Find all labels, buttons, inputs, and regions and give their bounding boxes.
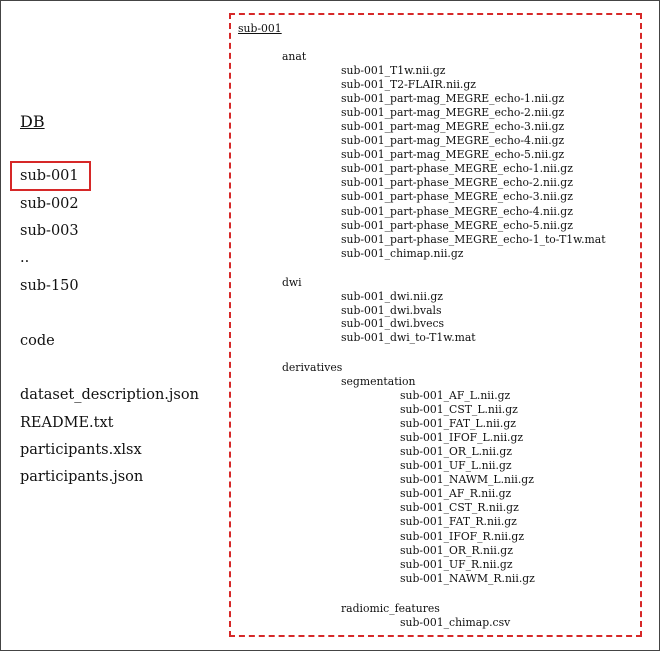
segmentation-file: sub-001_NAWM_L.nii.gz [400, 473, 534, 487]
anat-file: sub-001_part-phase_MEGRE_echo-1.nii.gz [341, 162, 573, 176]
anat-file: sub-001_part-phase_MEGRE_echo-1_to-T1w.mat [341, 232, 606, 246]
segmentation-file: sub-001_UF_R.nii.gz [400, 557, 513, 571]
segmentation-file: sub-001_FAT_R.nii.gz [400, 515, 517, 529]
radiomic-file: sub-001_chimap.csv [400, 616, 511, 629]
file-readme: README.txt [20, 415, 114, 431]
anat-file: sub-001_part-phase_MEGRE_echo-4.nii.gz [341, 204, 573, 218]
anat-file: sub-001_part-phase_MEGRE_echo-3.nii.gz [341, 190, 573, 204]
segmentation-file: sub-001_AF_R.nii.gz [400, 487, 512, 501]
subject-sub-002: sub-002 [20, 196, 79, 212]
folder-dwi: dwi [282, 276, 302, 289]
anat-file: sub-001_part-mag_MEGRE_echo-3.nii.gz [341, 120, 565, 134]
anat-file: sub-001_part-mag_MEGRE_echo-4.nii.gz [341, 134, 565, 148]
folder-derivatives: derivatives [282, 361, 343, 374]
subject-ellipsis: .. [20, 250, 30, 266]
subject-sub-150: sub-150 [20, 278, 79, 294]
anat-file: sub-001_T2-FLAIR.nii.gz [341, 78, 476, 92]
segmentation-file: sub-001_NAWM_R.nii.gz [400, 571, 535, 585]
segmentation-file: sub-001_FAT_L.nii.gz [400, 417, 516, 431]
file-participants-xlsx: participants.xlsx [20, 442, 142, 458]
folder-segmentation: segmentation [341, 375, 416, 388]
segmentation-file: sub-001_OR_L.nii.gz [400, 445, 512, 459]
segmentation-file: sub-001_AF_L.nii.gz [400, 389, 511, 402]
segmentation-file: sub-001_CST_R.nii.gz [400, 501, 519, 515]
anat-file: sub-001_part-mag_MEGRE_echo-5.nii.gz [341, 148, 565, 162]
anat-file: sub-001_part-mag_MEGRE_echo-2.nii.gz [341, 106, 565, 120]
folder-radiomic-features: radiomic_features [341, 602, 440, 615]
dwi-file: sub-001_dwi.bvecs [341, 317, 445, 331]
folder-anat: anat [282, 50, 307, 63]
db-label: DB [20, 112, 45, 131]
subject-sub-001: sub-001 [20, 168, 79, 184]
anat-file: sub-001_T1w.nii.gz [341, 64, 446, 77]
selected-subject-highlight [10, 161, 91, 191]
dwi-file: sub-001_dwi.nii.gz [341, 290, 443, 303]
anat-file: sub-001_part-phase_MEGRE_echo-5.nii.gz [341, 218, 573, 232]
segmentation-file: sub-001_IFOF_L.nii.gz [400, 431, 524, 445]
tree-root-label: sub-001 [238, 22, 282, 35]
code-folder: code [20, 333, 55, 349]
segmentation-file: sub-001_IFOF_R.nii.gz [400, 529, 525, 543]
dwi-file: sub-001_dwi.bvals [341, 303, 442, 317]
anat-file: sub-001_part-phase_MEGRE_echo-2.nii.gz [341, 176, 573, 190]
segmentation-file: sub-001_UF_L.nii.gz [400, 459, 512, 473]
anat-file: sub-001_chimap.nii.gz [341, 246, 464, 260]
segmentation-file: sub-001_OR_R.nii.gz [400, 543, 513, 557]
file-dataset-description: dataset_description.json [20, 387, 199, 403]
dwi-file: sub-001_dwi_to-T1w.mat [341, 331, 476, 345]
subject-sub-003: sub-003 [20, 223, 79, 239]
segmentation-file: sub-001_CST_L.nii.gz [400, 403, 518, 417]
file-participants-json: participants.json [20, 469, 144, 485]
anat-file: sub-001_part-mag_MEGRE_echo-1.nii.gz [341, 92, 565, 106]
